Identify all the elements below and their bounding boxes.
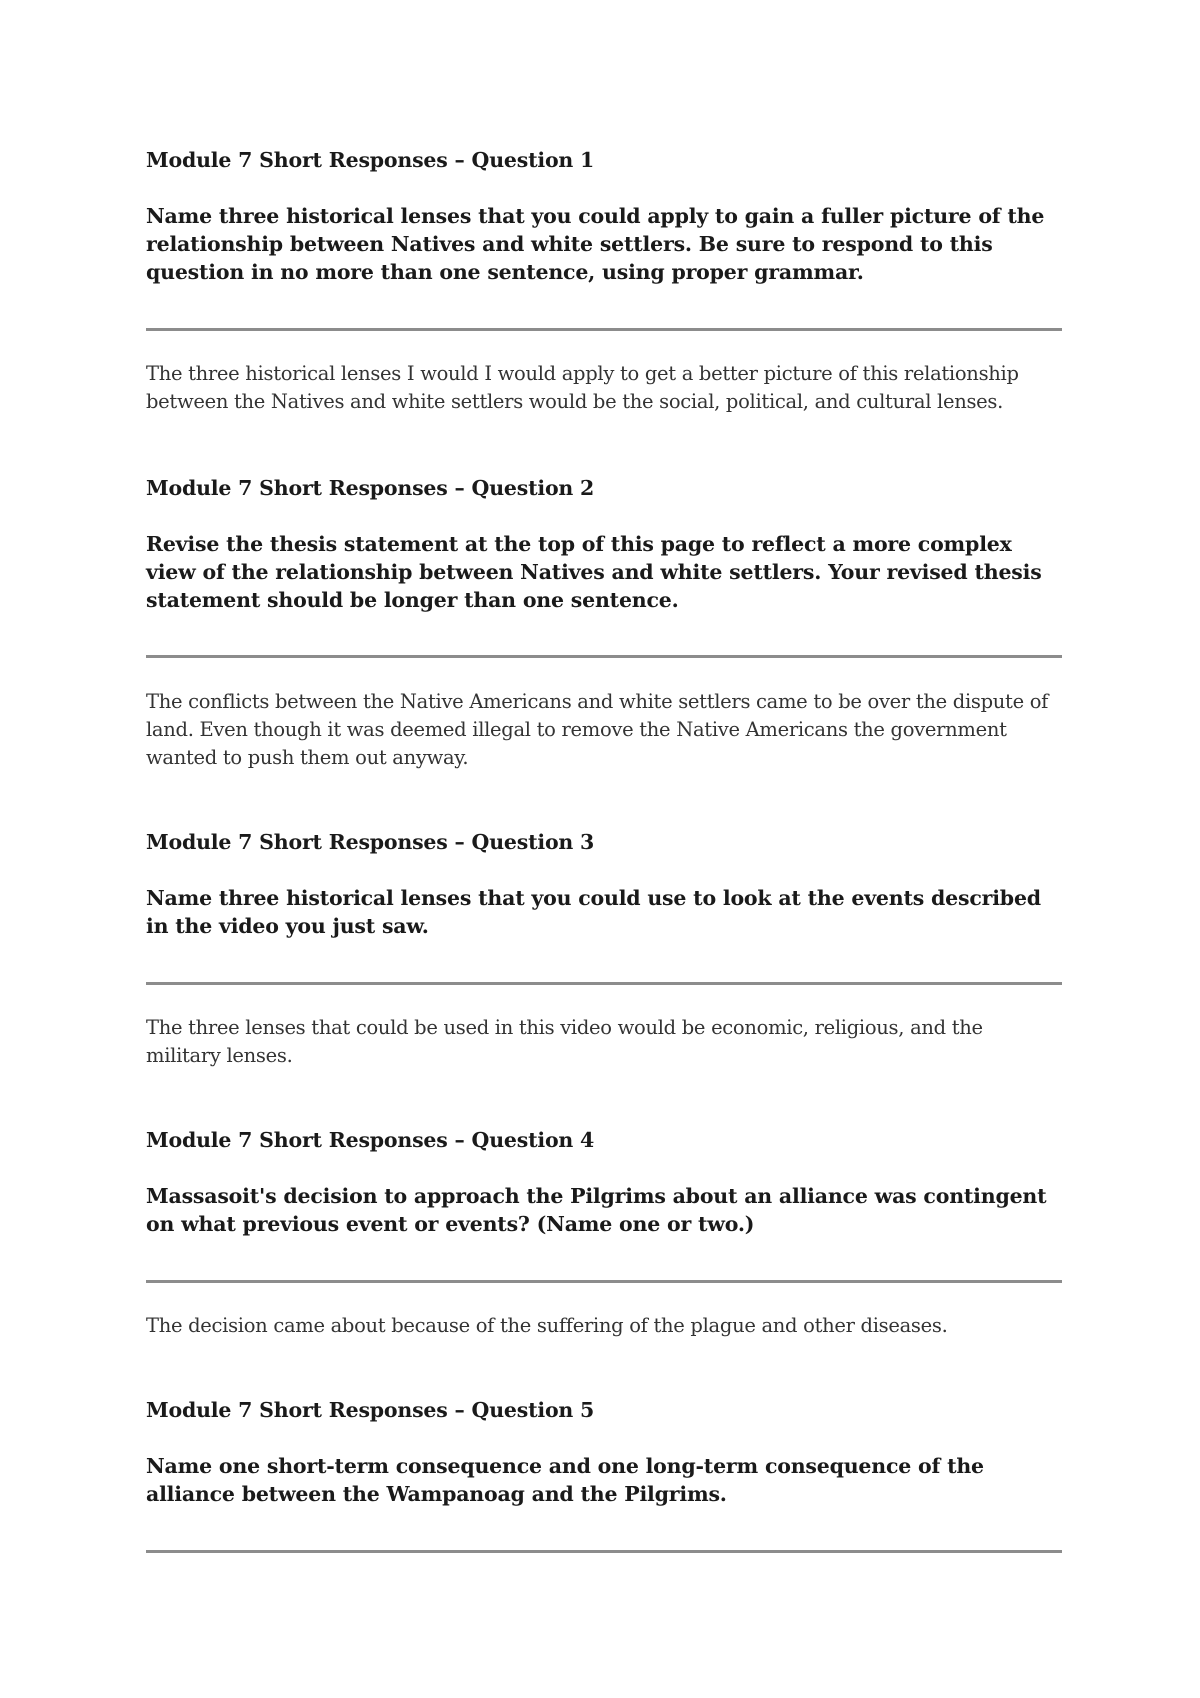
question-1-answer[interactable]: The three historical lenses I would I would apply to get a better picture of this relationship between the Natives and white settlers would be the social, political, and cultural lenses. (146, 362, 1019, 413)
question-5-divider (146, 1550, 1062, 1553)
question-3-prompt: Name three historical lenses that you could use to look at the events described in the video you just saw. (146, 886, 1041, 938)
question-2-prompt: Revise the thesis statement at the top of this page to reflect a more complex view of the relationship between Natives and white settlers. Your revised thesis statement should be longer than one sentence. (146, 532, 1042, 612)
question-1-heading: Module 7 Short Responses – Question 1 (146, 148, 595, 172)
question-4-answer[interactable]: The decision came about because of the suffering of the plague and other diseases. (146, 1314, 948, 1337)
question-5-heading: Module 7 Short Responses – Question 5 (146, 1398, 595, 1422)
question-4-divider (146, 1280, 1062, 1283)
question-4-prompt: Massasoit's decision to approach the Pilgrims about an alliance was contingent on what previous event or events? (Name one or two.) (146, 1184, 1047, 1236)
question-3-divider (146, 982, 1062, 985)
question-2-divider (146, 655, 1062, 658)
question-3-heading: Module 7 Short Responses – Question 3 (146, 830, 595, 854)
question-2-heading: Module 7 Short Responses – Question 2 (146, 476, 595, 500)
question-2-answer[interactable]: The conflicts between the Native Americans and white settlers came to be over the dispute of land. Even though it was deemed illegal to remove the Native Americans the government wanted to push them out anyway. (146, 690, 1049, 769)
question-5-prompt: Name one short-term consequence and one long-term consequence of the alliance between the Wampanoag and the Pilgrims. (146, 1454, 984, 1506)
question-1-prompt: Name three historical lenses that you could apply to gain a fuller picture of the relationship between Natives and white settlers. Be sure to respond to this question in no more than one sentence, using proper grammar. (146, 204, 1045, 284)
question-3-answer[interactable]: The three lenses that could be used in this video would be economic, religious, and the military lenses. (146, 1016, 983, 1067)
question-4-heading: Module 7 Short Responses – Question 4 (146, 1128, 595, 1152)
question-1-divider (146, 328, 1062, 331)
